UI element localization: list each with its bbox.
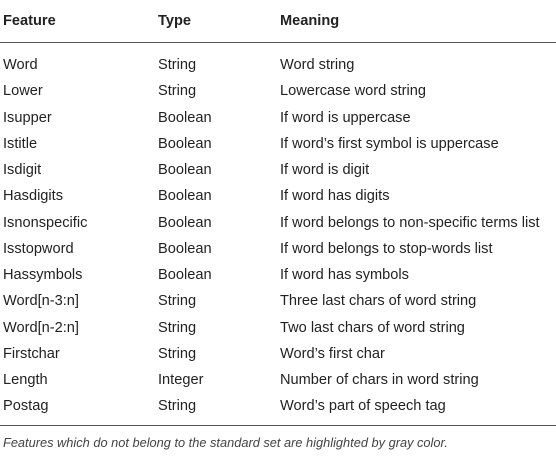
cell-meaning: If word belongs to stop-words list [280, 240, 493, 257]
cell-feature: Postag [3, 398, 49, 415]
table-bottom-rule [0, 425, 556, 426]
cell-type: String [158, 345, 197, 362]
cell-feature: Isdigit [3, 162, 42, 178]
table-row [0, 131, 556, 157]
cell-feature: Hasdigits [3, 188, 64, 205]
table-row [0, 52, 556, 78]
cell-feature: Length [3, 372, 48, 388]
cell-meaning: Word’s first char [280, 345, 385, 362]
cell-type: String [158, 319, 197, 336]
cell-type: Boolean [158, 162, 212, 178]
cell-type: Boolean [158, 188, 212, 205]
cell-meaning: Two last chars of word string [280, 319, 465, 336]
table-row [0, 105, 556, 131]
table-header [0, 0, 556, 43]
cell-meaning: Word’s part of speech tag [280, 398, 446, 415]
table-row [0, 367, 556, 393]
cell-meaning: If word is uppercase [280, 109, 411, 126]
cell-type: String [158, 398, 197, 415]
table-row [0, 78, 556, 104]
table-row [0, 288, 556, 314]
cell-feature: Istitle [3, 135, 38, 152]
table-row [0, 236, 556, 262]
table-row [0, 183, 556, 209]
table-row [0, 393, 556, 419]
cell-feature: Isstopword [3, 240, 74, 257]
cell-type: String [158, 293, 197, 310]
table-row [0, 210, 556, 236]
cell-type: Integer [158, 372, 204, 388]
cell-type: Boolean [158, 109, 212, 126]
cell-feature: Firstchar [3, 345, 60, 362]
cell-meaning: If word has digits [280, 188, 390, 205]
header-type: Type [158, 13, 191, 29]
cell-feature: Hassymbols [3, 267, 83, 283]
header-feature: Feature [3, 13, 56, 29]
cell-meaning: If word belongs to non-specific terms list [280, 214, 540, 231]
table-row [0, 315, 556, 341]
table-row [0, 157, 556, 183]
cell-type: Boolean [158, 240, 212, 257]
cell-type: String [158, 83, 197, 100]
cell-meaning: If word is digit [280, 162, 370, 178]
table-row [0, 262, 556, 288]
cell-type: String [158, 57, 197, 73]
cell-meaning: Lowercase word string [280, 83, 427, 100]
cell-type: Boolean [158, 267, 212, 283]
cell-type: Boolean [158, 214, 212, 231]
cell-meaning: Number of chars in word string [280, 372, 479, 388]
cell-feature: Word[n-2:n] [3, 319, 79, 336]
cell-feature: Lower [3, 83, 43, 100]
cell-feature: Word[n-3:n] [3, 293, 79, 310]
cell-feature: Isupper [3, 109, 52, 126]
header-meaning: Meaning [280, 13, 340, 29]
cell-meaning: Word string [280, 57, 355, 73]
table-body [0, 52, 556, 420]
cell-feature: Word [3, 57, 38, 73]
cell-feature: Isnonspecific [3, 214, 88, 231]
table-footnote: Features which do not belong to the standard set are highlighted by gray color. [3, 435, 448, 450]
table-row [0, 341, 556, 367]
cell-type: Boolean [158, 135, 212, 152]
cell-meaning: Three last chars of word string [280, 293, 477, 310]
cell-meaning: If word’s first symbol is uppercase [280, 135, 499, 152]
cell-meaning: If word has symbols [280, 267, 409, 283]
